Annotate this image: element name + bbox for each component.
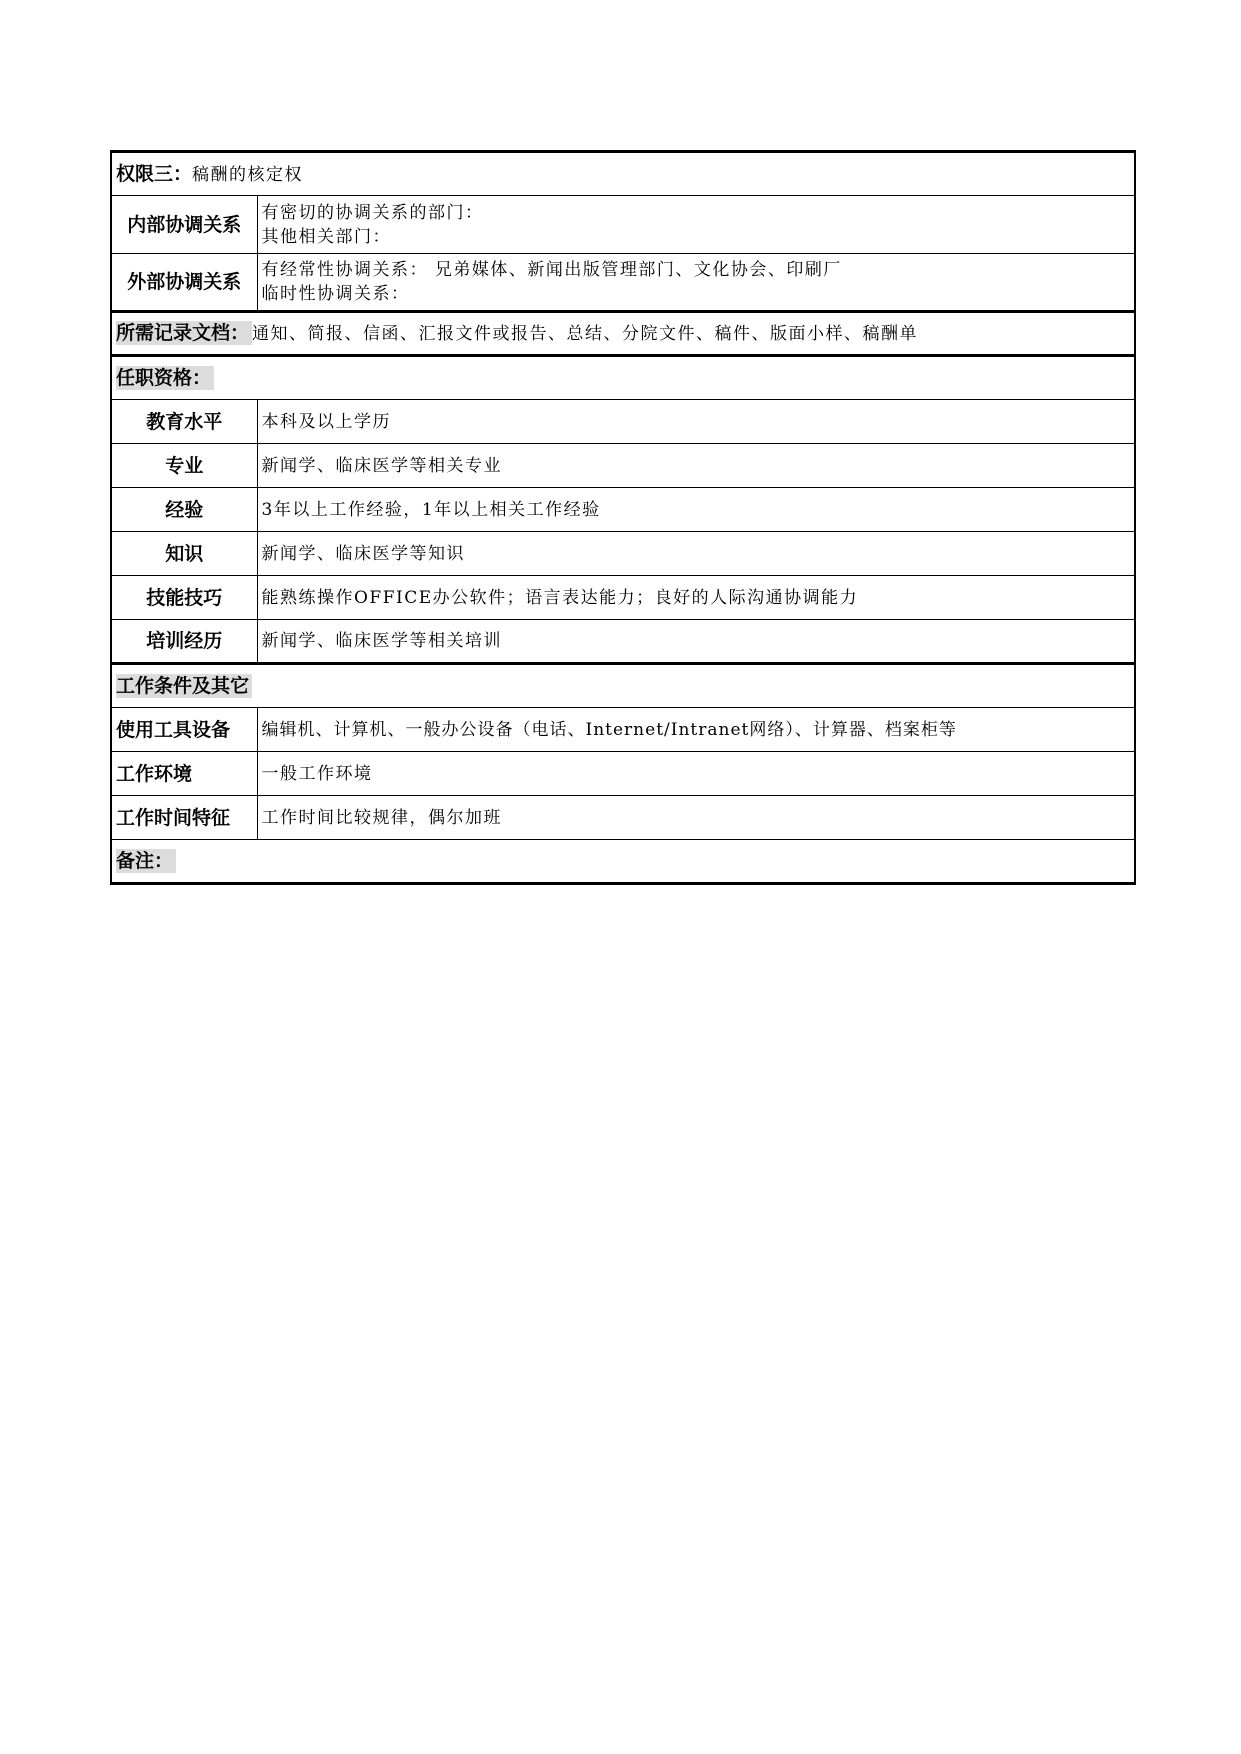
internal-relations-row	[111, 196, 1135, 254]
experience-value: 3年以上工作经验，1年以上相关工作经验	[257, 488, 1135, 532]
job-description-table	[110, 150, 1136, 885]
conditions-heading: 工作条件及其它	[116, 674, 252, 698]
major-label: 专业	[111, 444, 257, 488]
authority-cell	[111, 152, 1135, 196]
education-value: 本科及以上学历	[257, 400, 1135, 444]
external-relations-line2: 临时性协调关系：	[261, 284, 410, 304]
equipment-value: 编辑机、计算机、一般办公设备（电话、Internet/Intranet网络）、计算器、档案柜等	[257, 708, 1135, 752]
authority-row	[111, 152, 1135, 196]
training-label: 培训经历	[111, 620, 257, 664]
qualification-row	[111, 488, 1135, 532]
qualifications-heading-cell	[111, 356, 1135, 400]
work-time-label: 工作时间特征	[111, 796, 257, 840]
condition-row	[111, 708, 1135, 752]
major-value: 新闻学、临床医学等相关专业	[257, 444, 1135, 488]
experience-label: 经验	[111, 488, 257, 532]
training-value: 新闻学、临床医学等相关培训	[257, 620, 1135, 664]
condition-row	[111, 796, 1135, 840]
environment-label: 工作环境	[111, 752, 257, 796]
records-label: 所需记录文档：	[116, 321, 252, 345]
job-description-sheet	[110, 150, 1136, 885]
conditions-heading-cell	[111, 664, 1135, 708]
records-cell	[111, 312, 1135, 356]
qualifications-heading-row	[111, 356, 1135, 400]
remarks-row	[111, 840, 1135, 884]
internal-relations-label: 内部协调关系	[111, 196, 257, 254]
knowledge-value: 新闻学、临床医学等知识	[257, 532, 1135, 576]
records-value: 通知、简报、信函、汇报文件或报告、总结、分院文件、稿件、版面小样、稿酬单	[252, 324, 919, 344]
qualifications-heading: 任职资格：	[116, 366, 214, 390]
external-relations-row	[111, 254, 1135, 312]
internal-relations-line1: 有密切的协调关系的部门：	[261, 202, 484, 223]
work-time-value: 工作时间比较规律，偶尔加班	[257, 796, 1135, 840]
qualification-row	[111, 400, 1135, 444]
skills-value: 能熟练操作OFFICE办公软件；语言表达能力；良好的人际沟通协调能力	[257, 576, 1135, 620]
qualification-row	[111, 532, 1135, 576]
internal-relations-value	[257, 196, 1135, 254]
knowledge-label: 知识	[111, 532, 257, 576]
qualification-row	[111, 444, 1135, 488]
equipment-label: 使用工具设备	[111, 708, 257, 752]
internal-relations-line2: 其他相关部门：	[261, 226, 391, 247]
remarks-cell	[111, 840, 1135, 884]
qualification-row	[111, 620, 1135, 664]
authority-value: 稿酬的核定权	[192, 164, 304, 185]
condition-row	[111, 752, 1135, 796]
records-row	[111, 312, 1135, 356]
education-label: 教育水平	[111, 400, 257, 444]
external-relations-value	[257, 254, 1135, 312]
qualification-row	[111, 576, 1135, 620]
environment-value: 一般工作环境	[257, 752, 1135, 796]
external-relations-label: 外部协调关系	[111, 254, 257, 312]
external-relations-line1: 有经常性协调关系： 兄弟媒体、新闻出版管理部门、文化协会、印刷厂	[261, 260, 842, 280]
authority-label: 权限三：	[116, 162, 193, 185]
conditions-heading-row	[111, 664, 1135, 708]
remarks-label: 备注：	[116, 849, 176, 873]
skills-label: 技能技巧	[111, 576, 257, 620]
